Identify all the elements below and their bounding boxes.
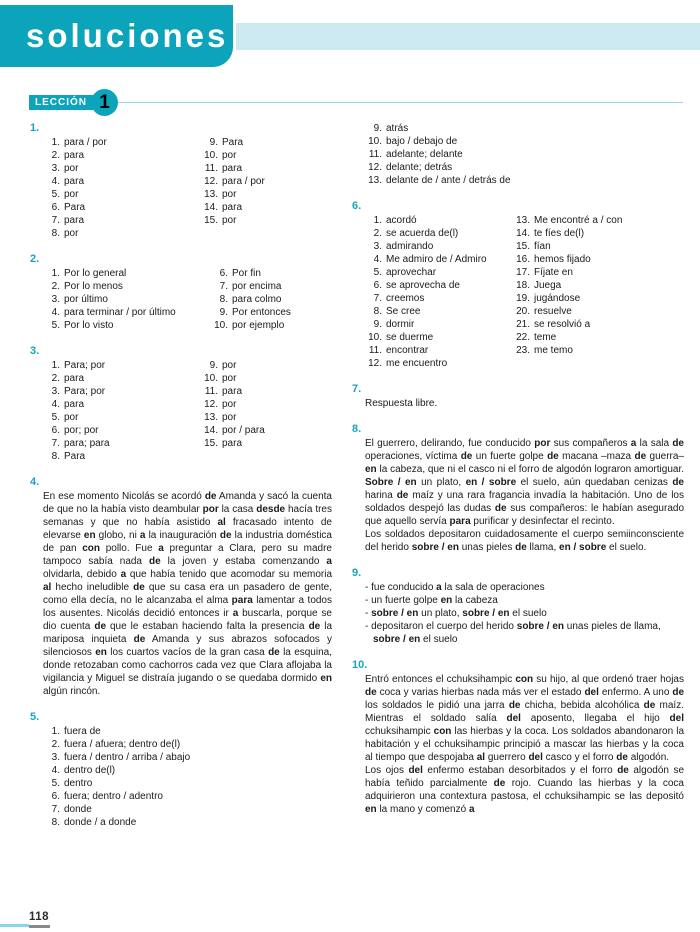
item-number: 3.	[51, 294, 60, 305]
answer-item	[201, 175, 265, 188]
item-number: 13.	[204, 189, 218, 200]
lesson-number-badge: 1	[91, 89, 118, 116]
item-text: para	[64, 399, 85, 410]
item-number: 14.	[516, 228, 530, 239]
exercise-7-answers	[352, 397, 684, 410]
item-text: Fíjate en	[534, 267, 573, 278]
item-text: Por fin	[232, 268, 261, 279]
answer-item	[365, 227, 513, 240]
answer-item	[43, 372, 201, 385]
exercise-5-answers	[30, 725, 332, 829]
answer-item	[201, 398, 265, 411]
item-number: 2.	[51, 739, 60, 750]
item-number: 7.	[373, 293, 382, 304]
exercise-5-answers-continued	[352, 122, 684, 187]
item-text: se resolvió a	[534, 319, 591, 330]
answer-item	[211, 280, 291, 293]
exercise-6	[352, 200, 684, 370]
page-title: soluciones	[26, 17, 229, 54]
item-text: fuera de	[64, 726, 101, 737]
answer-item	[43, 777, 332, 790]
answer-item	[43, 398, 201, 411]
answer-paragraph: En ese momento Nicolás se acordó de Amanda y sacó la cuenta de que no la había visto deambular por la casa desde hacía tres semanas y que no había asistido al fracasado intento de elevarse en globo, ni a la inauguración de la industria doméstica de pan con pollo. Fue a preguntar a Clara, pero su madre tampoco sabía nada de la joven y estaba comenzando a olvidarla, debido a que había tenido que acomodar su memoria al hecho ineludible de que su casa era un pasadero de gente, como ella decía, no le alcanzaba el alma para lamentar a todos los ausentes. Nicolás decidió entonces ir a buscarla, porque se dio cuenta de que le estaban haciendo falta la presencia de la mariposa inquieta de Amanda y sus abrazos sofocados y silenciosos en los cuartos vacíos de la gran casa de la esquina, donde retozaban como cachorros cada vez que Clara aflojaba la vigilancia y Miguel se distraía jugando o se quedaba dormido en algún rincón.	[43, 491, 333, 697]
exercise-2-number: 2.	[30, 253, 40, 265]
answer-paragraph: Los ojos del enfermo estaban desorbitados y el forro de algodón se había teñido parcialmente de rojo. Cuando las hierbas y la coca adquirieron una contextura pastosa, el cchuksihampic se las depositó en la mano y comenzó a	[365, 765, 685, 815]
answer-item	[43, 280, 211, 293]
answer-item	[365, 253, 513, 266]
answer-item	[43, 424, 201, 437]
item-number: 13.	[516, 215, 530, 226]
answer-item	[43, 751, 332, 764]
answer-item	[365, 122, 684, 135]
item-number: 4.	[51, 176, 60, 187]
item-text: por / para	[222, 425, 265, 436]
item-number: 8.	[51, 451, 60, 462]
answer-item	[513, 331, 622, 344]
item-number: 15.	[204, 438, 218, 449]
item-text: Me admiro de / Admiro	[386, 254, 487, 265]
answer-item	[43, 227, 201, 240]
item-number: 17.	[516, 267, 530, 278]
item-text: para	[222, 202, 243, 213]
item-text: delante; detrás	[386, 162, 453, 173]
item-number: 12.	[368, 162, 382, 173]
answer-item	[201, 437, 265, 450]
item-text: Juega	[534, 280, 562, 291]
exercise-1-number: 1.	[30, 122, 40, 134]
item-number: 22.	[516, 332, 530, 343]
answer-item: - fue conducido a la sala de operaciones	[365, 582, 545, 593]
item-number: 12.	[204, 176, 218, 187]
answer-item	[201, 411, 265, 424]
item-text: resuelve	[534, 306, 572, 317]
answer-item	[365, 357, 513, 370]
item-number: 5.	[51, 189, 60, 200]
answer-item: - sobre / en un plato, sobre / en el suelo	[365, 608, 547, 619]
item-number: 10.	[204, 150, 218, 161]
answer-item	[513, 240, 622, 253]
answer-item	[513, 266, 622, 279]
exercise-10-number: 10.	[352, 659, 368, 671]
content-columns	[30, 122, 684, 842]
item-number: 13.	[368, 175, 382, 186]
answer-item	[365, 174, 684, 187]
item-number: 13.	[204, 412, 218, 423]
item-number: 3.	[51, 752, 60, 763]
answer-item	[365, 214, 513, 227]
item-number: 6.	[51, 791, 60, 802]
answer-item	[43, 267, 211, 280]
item-number: 1.	[51, 360, 60, 371]
lesson-row	[29, 89, 683, 116]
item-number: 7.	[51, 438, 60, 449]
answer-item	[513, 279, 622, 292]
item-number: 1.	[51, 726, 60, 737]
answer-item	[365, 266, 513, 279]
item-text: para	[64, 373, 85, 384]
item-number: 10.	[368, 136, 382, 147]
lesson-rule	[118, 102, 683, 103]
item-text: donde	[64, 804, 92, 815]
answer-list	[365, 214, 513, 370]
answer-item: - un fuerte golpe en la cabeza	[365, 595, 498, 606]
item-number: 9.	[209, 137, 218, 148]
item-number: 1.	[51, 268, 60, 279]
answer-item	[43, 293, 211, 306]
answer-item: - depositaron el cuerpo del herido sobre / en unas pieles de llama, sobre / en el suelo	[365, 621, 661, 645]
item-number: 11.	[204, 163, 218, 174]
exercise-2	[30, 253, 332, 332]
item-number: 4.	[51, 307, 60, 318]
item-number: 8.	[51, 817, 60, 828]
answer-item	[43, 188, 201, 201]
answer-list	[513, 214, 622, 370]
answer-item	[43, 385, 201, 398]
answer-item	[201, 214, 265, 227]
right-column	[352, 122, 684, 842]
answer-item	[201, 162, 265, 175]
item-number: 9.	[219, 307, 228, 318]
answer-item	[513, 253, 622, 266]
item-text: me encuentro	[386, 358, 448, 369]
exercise-1	[30, 122, 332, 240]
exercise-5-continuation	[352, 122, 684, 187]
answer-item	[43, 725, 332, 738]
item-number: 10.	[204, 373, 218, 384]
item-number: 3.	[51, 386, 60, 397]
exercise-3	[30, 345, 332, 463]
answer-item	[201, 149, 265, 162]
item-number: 8.	[219, 294, 228, 305]
item-text: por	[222, 412, 237, 423]
item-text: para / por	[64, 137, 107, 148]
item-number: 4.	[373, 254, 382, 265]
item-text: adelante; delante	[386, 149, 463, 160]
item-text: dentro	[64, 778, 93, 789]
answer-item	[513, 344, 622, 357]
item-text: para terminar / por último	[64, 307, 176, 318]
answer-item	[211, 306, 291, 319]
item-text: creemos	[386, 293, 425, 304]
answer-item	[43, 201, 201, 214]
exercise-5	[30, 711, 332, 829]
answer-item	[513, 305, 622, 318]
answer-item	[43, 306, 211, 319]
item-number: 6.	[51, 425, 60, 436]
header-banner	[0, 5, 233, 67]
item-text: fían	[534, 241, 551, 252]
item-text: para	[64, 215, 85, 226]
item-number: 2.	[51, 150, 60, 161]
answer-item	[365, 331, 513, 344]
item-number: 1.	[373, 215, 382, 226]
exercise-5-number: 5.	[30, 711, 40, 723]
answer-list	[43, 359, 201, 463]
item-text: Para	[222, 137, 244, 148]
answer-item	[43, 450, 201, 463]
item-text: por	[64, 412, 79, 423]
footer-cyan-rule	[0, 924, 29, 927]
answer-item	[43, 319, 211, 332]
exercise-8-number: 8.	[352, 423, 362, 435]
answer-item	[43, 764, 332, 777]
answer-list	[201, 359, 265, 463]
exercise-6-answers	[352, 214, 684, 370]
answer-item	[43, 149, 201, 162]
item-number: 8.	[373, 306, 382, 317]
item-text: Para; por	[64, 386, 106, 397]
item-text: para; para	[64, 438, 110, 449]
item-number: 5.	[51, 412, 60, 423]
answer-item	[43, 738, 332, 751]
item-number: 7.	[51, 215, 60, 226]
answer-item	[513, 214, 622, 227]
item-number: 7.	[219, 281, 228, 292]
exercise-9	[352, 567, 684, 646]
item-number: 11.	[368, 149, 382, 160]
item-text: se acuerda de(l)	[386, 228, 459, 239]
item-text: Por lo general	[64, 268, 127, 279]
item-number: 7.	[51, 804, 60, 815]
item-number: 1.	[51, 137, 60, 148]
item-text: delante de / ante / detrás de	[386, 175, 511, 186]
item-number: 10.	[214, 320, 228, 331]
item-number: 4.	[51, 765, 60, 776]
item-text: fuera / afuera; dentro de(l)	[64, 739, 181, 750]
item-text: por	[222, 189, 237, 200]
item-number: 11.	[204, 386, 218, 397]
item-number: 20.	[516, 306, 530, 317]
answer-item	[43, 803, 332, 816]
answer-item	[211, 267, 291, 280]
item-text: me temo	[534, 345, 573, 356]
answer-item	[43, 411, 201, 424]
answer-item	[43, 359, 201, 372]
exercise-10-answers	[352, 673, 684, 816]
exercise-7	[352, 383, 684, 410]
item-text: por encima	[232, 281, 282, 292]
answer-item	[201, 188, 265, 201]
item-number: 6.	[51, 202, 60, 213]
answer-item	[365, 305, 513, 318]
answer-item	[513, 227, 622, 240]
item-number: 3.	[51, 163, 60, 174]
exercise-6-number: 6.	[352, 200, 362, 212]
answer-paragraph: Entró entonces el cchuksihampic con su hijo, al que ordenó traer hojas de coca y varias hierbas nada más ver el estado del enfermo. A uno de los soldados le pidió una jarra de chicha, bebida alcohólica de maíz. Mientras el soldado salía del aposento, llegaba el hijo del cchuksihampic con las hierbas y la coca. Los soldados abandonaron la habitación y el cchuksihampic principió a mascar las hierbas y la coca al tiempo que despojaba al guerrero del casco y el forro de algodón.	[365, 674, 685, 763]
answer-list	[43, 267, 211, 332]
answer-item	[43, 214, 201, 227]
item-text: Para	[64, 451, 86, 462]
item-number: 19.	[516, 293, 530, 304]
item-number: 21.	[516, 319, 530, 330]
exercise-2-answers	[30, 267, 332, 332]
item-text: por ejemplo	[232, 320, 285, 331]
exercise-1-answers	[30, 136, 332, 240]
item-number: 5.	[51, 320, 60, 331]
answer-item	[211, 319, 291, 332]
item-number: 15.	[204, 215, 218, 226]
item-text: se aprovecha de	[386, 280, 460, 291]
item-text: te fíes de(l)	[534, 228, 585, 239]
answer-item	[43, 136, 201, 149]
item-number: 9.	[373, 319, 382, 330]
item-number: 9.	[373, 123, 382, 134]
answer-item	[43, 175, 201, 188]
item-text: donde / a donde	[64, 817, 137, 828]
exercise-3-number: 3.	[30, 345, 40, 357]
item-text: para	[222, 386, 243, 397]
item-text: Para	[64, 202, 86, 213]
item-text: jugándose	[534, 293, 581, 304]
item-text: para / por	[222, 176, 265, 187]
item-text: Se cree	[386, 306, 421, 317]
item-text: por último	[64, 294, 108, 305]
header-band	[236, 23, 700, 50]
exercise-4-number: 4.	[30, 476, 40, 488]
answer-item	[365, 292, 513, 305]
answer-item	[43, 437, 201, 450]
item-text: bajo / debajo de	[386, 136, 458, 147]
answer-item	[365, 161, 684, 174]
item-text: admirando	[386, 241, 434, 252]
item-number: 15.	[516, 241, 530, 252]
item-text: se duerme	[386, 332, 434, 343]
item-number: 14.	[204, 202, 218, 213]
exercise-9-answers	[352, 581, 684, 646]
item-text: por	[64, 228, 79, 239]
answer-item	[211, 293, 291, 306]
item-text: para	[64, 176, 85, 187]
page-number: 118	[29, 911, 50, 923]
item-text: por	[64, 163, 79, 174]
answer-item	[513, 292, 622, 305]
item-text: atrás	[386, 123, 409, 134]
item-text: Por lo menos	[64, 281, 123, 292]
answer-item	[201, 424, 265, 437]
answer-item	[365, 279, 513, 292]
lesson-label: LECCIÓN	[29, 95, 99, 110]
exercise-10	[352, 659, 684, 816]
item-text: encontrar	[386, 345, 429, 356]
exercise-8	[352, 423, 684, 554]
answer-item	[201, 359, 265, 372]
item-text: Para; por	[64, 360, 106, 371]
item-text: Por entonces	[232, 307, 291, 318]
item-text: por	[222, 150, 237, 161]
item-text: dormir	[386, 319, 415, 330]
exercise-8-answers	[352, 437, 684, 554]
answer-item	[201, 201, 265, 214]
item-number: 6.	[219, 268, 228, 279]
item-number: 5.	[373, 267, 382, 278]
answer-text: Respuesta libre.	[365, 398, 438, 409]
answer-item	[365, 148, 684, 161]
answer-item	[201, 136, 265, 149]
exercise-3-answers	[30, 359, 332, 463]
item-text: por	[64, 189, 79, 200]
item-text: Por lo visto	[64, 320, 114, 331]
answer-paragraph: El guerrero, delirando, fue conducido por sus compañeros a la sala de operaciones, víctima de un fuerte golpe de macana –maza de guerra– en la cabeza, que ni el casco ni el forro de algodón lograron amortiguar. Sobre / en un plato, en / sobre el suelo, aún quedaban cenizas de harina de maíz y una rara fragancia invadía la habitación. Uno de los soldados despejó las dudas de sus compañeros: le habían asegurado que aquello servía para purificar y desinfectar el recinto.	[365, 438, 685, 527]
item-number: 12.	[368, 358, 382, 369]
item-text: acordó	[386, 215, 417, 226]
answer-item	[513, 318, 622, 331]
exercise-4	[30, 476, 332, 698]
item-number: 16.	[516, 254, 530, 265]
item-text: para	[222, 438, 243, 449]
item-text: para	[64, 150, 85, 161]
item-text: teme	[534, 332, 557, 343]
item-text: por	[222, 360, 237, 371]
item-number: 2.	[51, 281, 60, 292]
item-number: 8.	[51, 228, 60, 239]
item-number: 10.	[368, 332, 382, 343]
answer-item	[365, 344, 513, 357]
answer-item	[43, 162, 201, 175]
answer-item	[43, 816, 332, 829]
item-number: 11.	[368, 345, 382, 356]
item-text: por	[222, 215, 237, 226]
item-text: Me encontré a / con	[534, 215, 623, 226]
item-number: 3.	[373, 241, 382, 252]
item-text: por	[222, 399, 237, 410]
answer-item	[201, 385, 265, 398]
item-number: 23.	[516, 345, 530, 356]
footer-gray-rule	[29, 925, 50, 928]
answer-list	[201, 136, 265, 240]
exercise-4-answers	[30, 490, 332, 698]
item-number: 4.	[51, 399, 60, 410]
exercise-7-number: 7.	[352, 383, 362, 395]
answer-list	[211, 267, 291, 332]
item-number: 14.	[204, 425, 218, 436]
item-number: 6.	[373, 280, 382, 291]
item-number: 9.	[209, 360, 218, 371]
left-column	[30, 122, 332, 842]
item-text: para	[222, 163, 243, 174]
item-number: 12.	[204, 399, 218, 410]
item-text: por	[222, 373, 237, 384]
item-text: aprovechar	[386, 267, 437, 278]
item-text: dentro de(l)	[64, 765, 116, 776]
answer-item	[201, 372, 265, 385]
answer-item	[365, 240, 513, 253]
answer-list	[43, 136, 201, 240]
answer-item	[365, 135, 684, 148]
item-number: 2.	[373, 228, 382, 239]
item-text: por; por	[64, 425, 99, 436]
answer-item	[43, 790, 332, 803]
item-number: 5.	[51, 778, 60, 789]
item-text: fuera; dentro / adentro	[64, 791, 163, 802]
item-number: 2.	[51, 373, 60, 384]
item-number: 18.	[516, 280, 530, 291]
exercise-9-number: 9.	[352, 567, 362, 579]
item-text: hemos fijado	[534, 254, 591, 265]
item-text: fuera / dentro / arriba / abajo	[64, 752, 191, 763]
answer-paragraph: Los soldados depositaron cuidadosamente el cuerpo semiinconsciente del herido sobre / en unas pieles de llama, en / sobre el suelo.	[365, 529, 684, 553]
answer-item	[365, 318, 513, 331]
item-text: para colmo	[232, 294, 282, 305]
